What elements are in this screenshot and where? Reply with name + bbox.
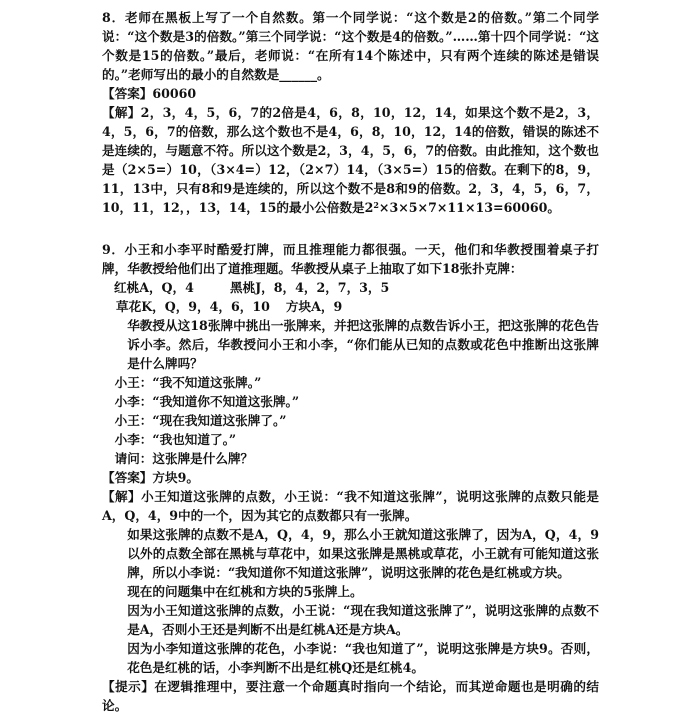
- hearts-cards: 红桃A，Q，4: [114, 280, 194, 295]
- q8-answer: 【答案】60060: [102, 86, 197, 101]
- diamonds-cards: 方块A，9: [285, 299, 343, 314]
- q8-question: 8．老师在黑板上写了一个自然数。第一个同学说：“这个数是2的倍数。”第二个同学说：“这个数是3的倍数。”第三个同学说：“这个数是4的倍数。”……第十四个同学说：“这个数是15的倍数。”最后，老师说：“在所有14个陈述中，只有两个连续的陈述是错误的。”老师写出的最小的自然数是______。: [102, 10, 599, 82]
- q9-solution-p5: 因为小李知道这张牌的花色，小李说：“我也知道了”，说明这张牌是方块9。否则，花色是红桃的话，小李判断不出是红桃Q还是红桃4。: [127, 641, 599, 675]
- dialog-line: 小王：“现在我知道这张牌了。”: [114, 413, 287, 428]
- q9-solution-p3: 现在的问题集中在红桃和方块的5张牌上。: [127, 584, 363, 599]
- q9-solution-p1: 【解】小王知道这张牌的点数，小王说：“我不知道这张牌”，说明这张牌的点数只能是A，Q，4，9中的一个，因为其它的点数都只有一张牌。: [102, 489, 599, 523]
- q8-solution-main: 【解】2，3，4，5，6，7的2倍是4，6，8，10，12，14，如果这个数不是2，3，4，5，6，7的倍数，那么这个数也不是4，6，8，10，12，14的倍数，错误的陈述不是连续的，与题意不符。所以这个数是2，3，4，5，6，7的倍数。由此推知，这个数也是（2×5=）10，（3×4=）12，（2×7）14，（3×5=）15的倍数。在剩下的8，9，11，13中，只有8和9是连续的，所以这个数不是8和9的倍数。2，3，4，5，6，7，10，11，12，，13，14，15的最小公倍数是2: [102, 105, 599, 215]
- q9-solution-p4: 因为小王知道这张牌的点数，小王说：“现在我知道这张牌了”，说明这张牌的点数不是A，否则小王还是判断不出是红桃A还是方块A。: [127, 603, 599, 637]
- q8-solution-exponent: 2: [373, 200, 379, 210]
- dialog-line: 小王：“我不知道这张牌。”: [114, 375, 262, 390]
- card-row-1: [102, 278, 599, 297]
- spades-cards: 黑桃J，8，4，2，7，3，5: [230, 280, 390, 295]
- q9-intro: 9．小王和小李平时酷爱打牌，而且推理能力都很强。一天，他们和华教授围着桌子打牌，华教授给他们出了道推理题。华教授从桌子上抽取了如下18张扑克牌：: [102, 242, 599, 276]
- card-row-2: [102, 297, 599, 316]
- clubs-cards: 草花K，Q，9，4，6，10: [116, 299, 270, 314]
- q9-story: 华教授从这18张牌中挑出一张牌来，并把这张牌的点数告诉小王，把这张牌的花色告诉小李。然后，华教授问小王和小李，“你们能从已知的点数或花色中推断出这张牌是什么牌吗？: [127, 318, 599, 371]
- dialog-line: 小李：“我知道你不知道这张牌。”: [114, 394, 300, 409]
- q8-solution-end: ×3×5×7×11×13=60060。: [378, 200, 560, 215]
- q9-solution-p2: 如果这张牌的点数不是A，Q，4，9，那么小王就知道这张牌了，因为A，Q，4，9以外的点数全部在黑桃与草花中，如果这张牌是黑桃或草花，小王就有可能知道这张牌，所以小李说：“我知道你不知道这张牌”，说明这张牌的花色是红桃或方块。: [127, 527, 599, 580]
- q9-question: 请问：这张牌是什么牌？: [114, 451, 254, 466]
- document-page: [102, 8, 599, 715]
- dialog-line: 小李：“我也知道了。”: [114, 432, 237, 447]
- q9-answer: 【答案】方块9。: [102, 470, 199, 485]
- q9-hint: 【提示】在逻辑推理中，要注意一个命题真时指向一个结论，而其逆命题也是明确的结论。: [102, 679, 599, 713]
- q8-solution: [102, 103, 599, 217]
